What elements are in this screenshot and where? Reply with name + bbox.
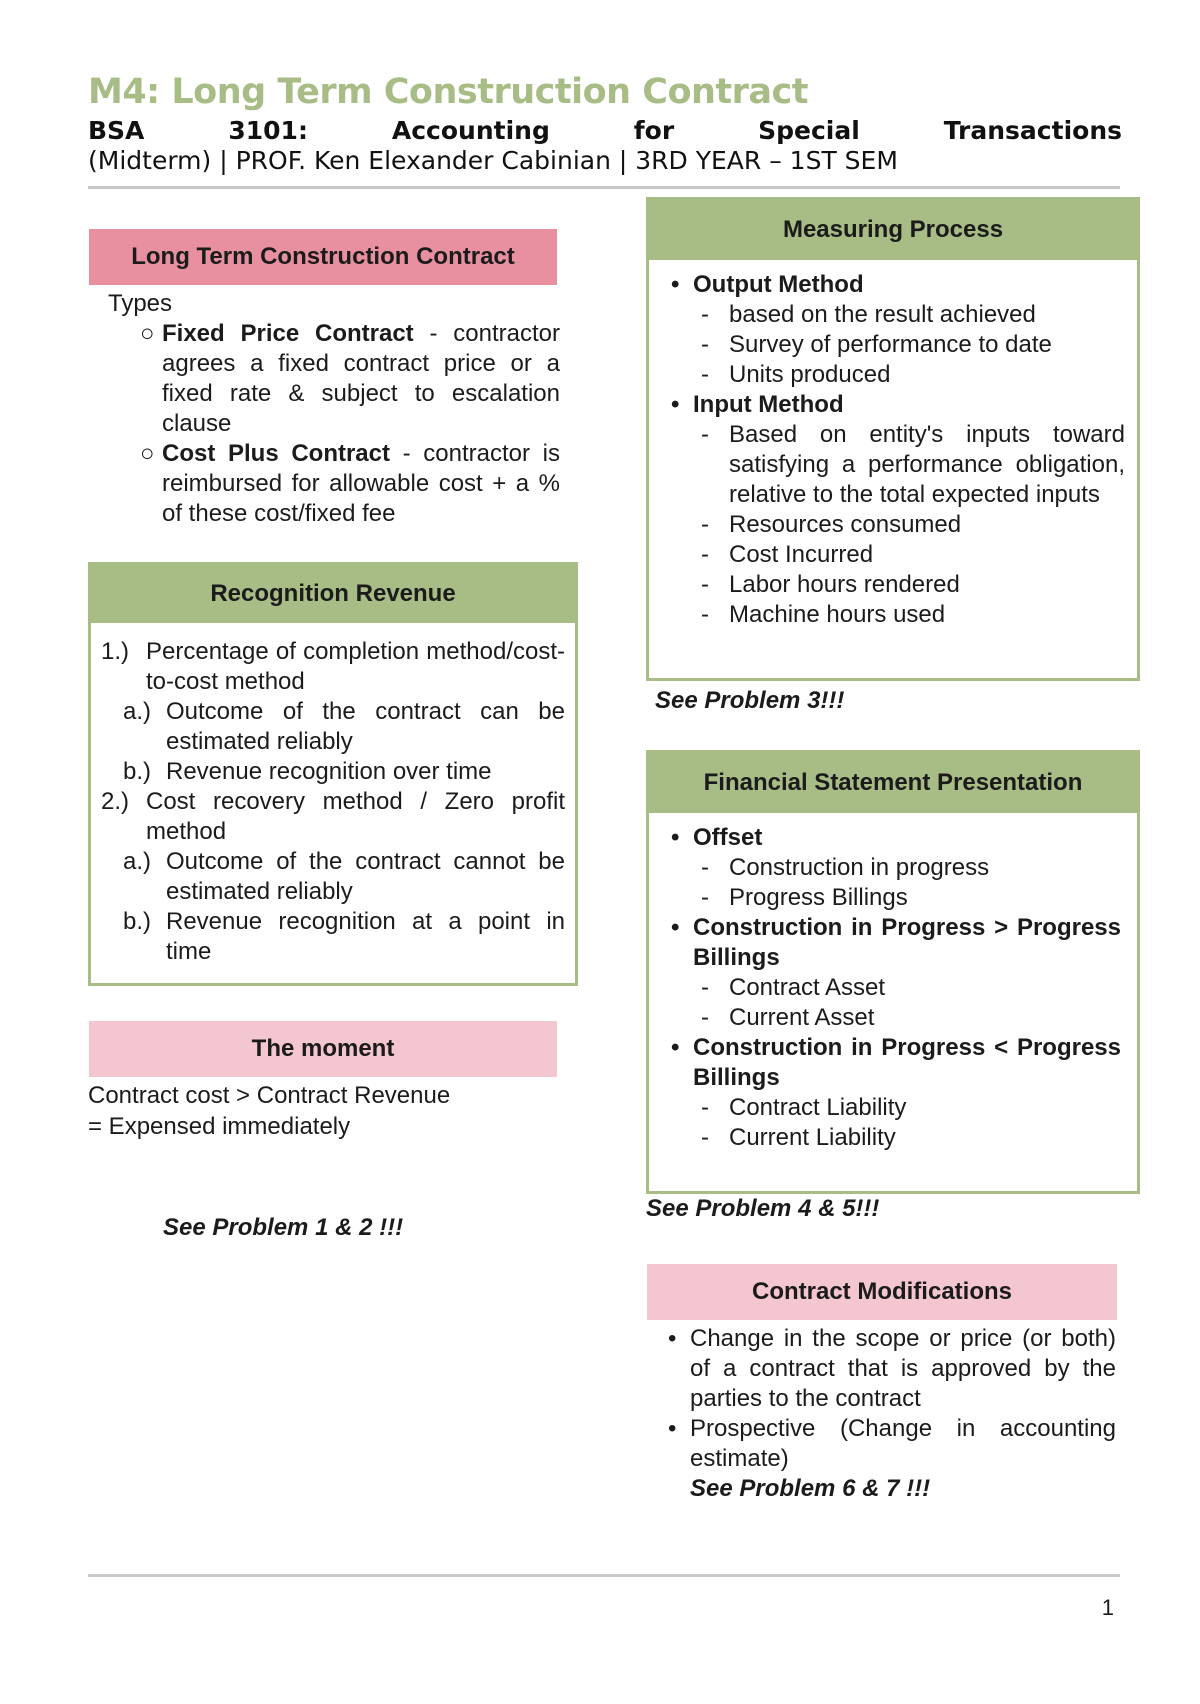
method-label: Output Method — [693, 271, 864, 298]
list-item: - Contract Asset — [701, 974, 886, 1001]
circle-bullet-icon: ○ — [140, 320, 155, 347]
circle-bullet-icon: ○ — [140, 440, 155, 467]
list-item: - Current Asset — [701, 1004, 875, 1031]
see-problem-3: See Problem 3!!! — [655, 687, 845, 714]
list-item — [101, 907, 565, 967]
presentation-detail: Current Asset — [729, 1004, 875, 1031]
course-word: Accounting — [391, 116, 550, 145]
item-letter: b.) — [123, 908, 152, 935]
list-item — [671, 390, 1125, 420]
bullet-icon: • — [671, 271, 680, 298]
list-item — [101, 637, 565, 697]
list-item: - Units produced — [701, 361, 891, 388]
type-desc: - contractor agrees a fixed contract price or a fixed rate & subject to escalation clause — [162, 320, 560, 437]
method-detail: Units produced — [729, 361, 891, 388]
presentation-label: Construction in Progress < Progress Billings — [693, 1034, 1121, 1091]
recognition-list — [91, 623, 575, 967]
see-problem-1-2: See Problem 1 & 2 !!! — [163, 1214, 404, 1241]
fsp-list — [649, 813, 1137, 1153]
recognition-heading-text: Recognition Revenue — [210, 580, 456, 607]
course-subtitle: (Midterm) | PROF. Ken Elexander Cabinian | 3RD YEAR – 1ST SEM — [88, 146, 898, 175]
list-item: - Resources consumed — [701, 511, 962, 538]
course-word: BSA — [88, 116, 145, 145]
course-word: Transactions — [943, 116, 1122, 145]
method-detail: Labor hours rendered — [729, 571, 960, 598]
type-term: Fixed Price Contract — [162, 320, 414, 347]
see-problem-4-5: See Problem 4 & 5!!! — [646, 1195, 880, 1222]
bullet-icon: • — [671, 391, 680, 418]
ltcc-heading — [89, 229, 557, 285]
type-desc: - contractor is reimbursed for allowable cost + a % of these cost/fixed fee — [162, 440, 560, 527]
moment-line-1: Contract cost > Contract Revenue — [88, 1082, 451, 1109]
measuring-list — [649, 260, 1137, 630]
list-item: - Survey of performance to date — [701, 331, 1052, 358]
moment-heading — [89, 1021, 557, 1077]
item-letter: a.) — [123, 698, 152, 725]
bullet-icon: • — [671, 914, 680, 941]
header-divider — [88, 186, 1120, 189]
document-title: M4: Long Term Construction Contract — [88, 72, 808, 112]
presentation-detail: Contract Liability — [729, 1094, 907, 1121]
list-item — [668, 1414, 1116, 1474]
modifications-list — [668, 1324, 1116, 1504]
ltcc-types-list — [140, 319, 560, 529]
type-term: Cost Plus Contract — [162, 440, 390, 467]
item-letter: a.) — [123, 848, 152, 875]
fsp-heading-text: Financial Statement Presentation — [703, 769, 1083, 796]
course-word: 3101: — [228, 116, 308, 145]
list-item — [101, 847, 565, 907]
presentation-label: Offset — [693, 824, 763, 851]
modification-detail: Prospective (Change in accounting estimate) — [690, 1415, 1116, 1472]
method-detail: Machine hours used — [729, 601, 946, 628]
list-item — [140, 319, 560, 439]
ltcc-heading-text: Long Term Construction Contract — [131, 243, 515, 270]
method-detail: Cost Incurred — [729, 541, 874, 568]
list-item — [671, 823, 1121, 853]
list-item — [668, 1324, 1116, 1414]
page-number: 1 — [1101, 1595, 1114, 1620]
course-line — [88, 116, 1122, 145]
method-detail: Based on entity's inputs toward satisfying a performance obligation, relative to the total expected inputs — [729, 421, 1125, 508]
list-item: - Labor hours rendered — [701, 571, 960, 598]
recognition-box — [88, 562, 578, 986]
ltcc-types-label: Types — [108, 290, 173, 317]
method-detail: Outcome of the contract cannot be estimated reliably — [166, 848, 565, 905]
list-item: - Based on entity's inputs toward satisfying a performance obligation, relative to the total expected inputs — [701, 421, 1125, 508]
list-item: - Cost Incurred — [701, 541, 874, 568]
bullet-icon: • — [671, 1034, 680, 1061]
bullet-icon: • — [668, 1325, 677, 1352]
list-item: - Current Liability — [701, 1124, 896, 1151]
list-item — [101, 697, 565, 757]
method-detail: based on the result achieved — [729, 301, 1036, 328]
method-text: Cost recovery method / Zero profit method — [146, 788, 565, 845]
list-item: - based on the result achieved — [701, 301, 1036, 328]
recognition-heading — [91, 565, 575, 623]
method-label: Input Method — [693, 391, 844, 418]
fsp-box — [646, 750, 1140, 1194]
presentation-detail: Progress Billings — [729, 884, 908, 911]
modifications-heading-text: Contract Modifications — [751, 1278, 1012, 1305]
presentation-detail: Contract Asset — [729, 974, 886, 1001]
bullet-icon: • — [671, 824, 680, 851]
item-number: 1.) — [101, 638, 130, 665]
list-item — [101, 787, 565, 847]
list-item — [671, 270, 1125, 300]
course-word: for — [633, 116, 675, 145]
list-item: - Machine hours used — [701, 601, 946, 628]
course-word: Special — [758, 116, 860, 145]
method-detail: Revenue recognition at a point in time — [166, 908, 565, 965]
moment-line-2: = Expensed immediately — [88, 1113, 351, 1140]
moment-heading-text: The moment — [251, 1035, 395, 1062]
method-text: Percentage of completion method/cost-to-cost method — [146, 638, 565, 695]
method-detail: Survey of performance to date — [729, 331, 1052, 358]
presentation-detail: Construction in progress — [729, 854, 990, 881]
see-problem-6-7: See Problem 6 & 7 !!! — [690, 1475, 931, 1502]
list-item: - Construction in progress — [701, 854, 990, 881]
measuring-heading-text: Measuring Process — [782, 216, 1004, 243]
bullet-icon: • — [668, 1415, 677, 1442]
item-number: 2.) — [101, 788, 130, 815]
list-item — [101, 757, 565, 787]
modification-detail: Change in the scope or price (or both) of a contract that is approved by the parties to the contract — [690, 1325, 1116, 1412]
method-detail: Outcome of the contract can be estimated reliably — [166, 698, 565, 755]
item-letter: b.) — [123, 758, 152, 785]
measuring-box — [646, 197, 1140, 681]
list-item — [671, 913, 1121, 973]
presentation-detail: Current Liability — [729, 1124, 896, 1151]
list-item: - Progress Billings — [701, 884, 908, 911]
measuring-heading — [649, 200, 1137, 260]
list-item: - Contract Liability — [701, 1094, 907, 1121]
method-detail: Revenue recognition over time — [166, 758, 492, 785]
list-item — [671, 1033, 1121, 1093]
list-item — [140, 439, 560, 529]
modifications-heading — [647, 1264, 1117, 1320]
footer-divider — [88, 1574, 1120, 1577]
presentation-label: Construction in Progress > Progress Billings — [693, 914, 1121, 971]
fsp-heading — [649, 753, 1137, 813]
method-detail: Resources consumed — [729, 511, 962, 538]
